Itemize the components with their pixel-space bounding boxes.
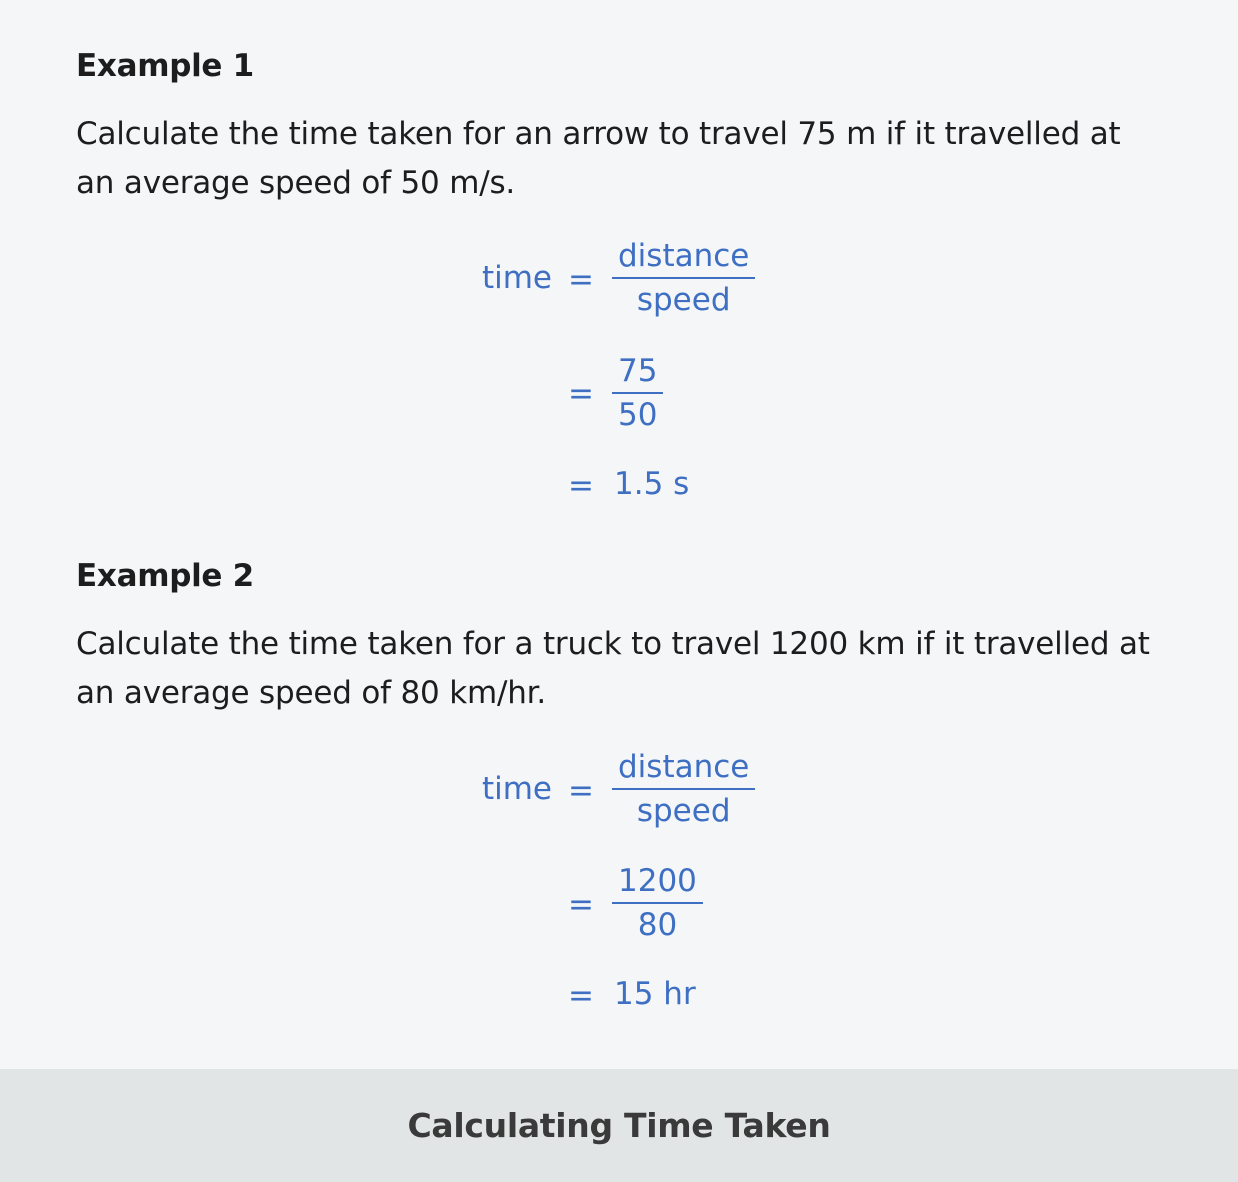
fraction-numerator: distance xyxy=(618,238,750,274)
fraction-numerator: 1200 xyxy=(618,863,697,899)
equals-sign: = xyxy=(568,773,594,809)
lhs-time: time xyxy=(481,771,552,807)
formula-fraction xyxy=(612,748,755,830)
result-value: 1.5 s xyxy=(614,466,690,502)
example-1 xyxy=(76,48,1196,208)
fraction-denominator: speed xyxy=(636,282,731,318)
question-line-2: an average speed of 80 km/hr. xyxy=(76,675,546,711)
result-value: 15 hr xyxy=(614,976,696,1012)
formula-fraction xyxy=(612,237,755,319)
fraction-denominator: speed xyxy=(636,793,731,829)
lhs-time: time xyxy=(481,260,552,296)
equals-sign: = xyxy=(568,978,594,1014)
fraction-denominator: 50 xyxy=(618,397,658,433)
question-line-1: Calculate the time taken for an arrow to travel 75 m if it travelled at xyxy=(76,116,1121,152)
equals-sign: = xyxy=(568,262,594,298)
fraction-denominator: 80 xyxy=(637,907,678,943)
equals-sign: = xyxy=(568,468,594,504)
example-question xyxy=(76,110,1196,208)
caption-bar xyxy=(0,1069,1238,1182)
example-heading: Example 1 xyxy=(76,48,254,84)
question-line-2: an average speed of 50 m/s. xyxy=(76,165,516,201)
fraction-numerator: distance xyxy=(618,749,750,785)
figure-caption: Calculating Time Taken xyxy=(407,1106,831,1145)
question-line-1: Calculate the time taken for a truck to travel 1200 km if it travelled at xyxy=(76,626,1150,662)
equals-sign: = xyxy=(568,376,594,412)
fraction-numerator: 75 xyxy=(618,353,658,389)
substitution-fraction xyxy=(612,352,663,434)
substitution-fraction xyxy=(612,862,703,944)
example-heading: Example 2 xyxy=(76,558,254,594)
example-question xyxy=(76,620,1196,718)
example-2 xyxy=(76,558,1196,718)
equals-sign: = xyxy=(568,887,594,923)
